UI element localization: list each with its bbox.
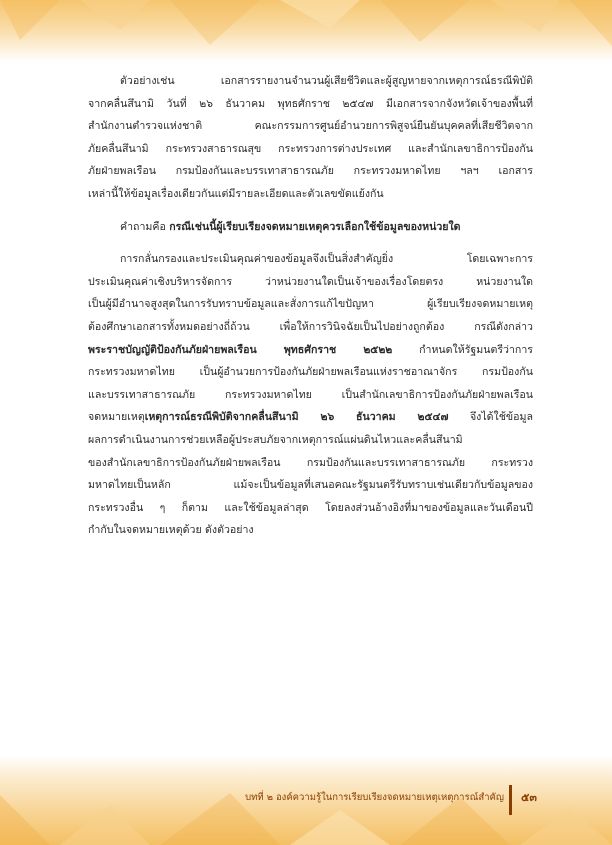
text-line: และบรรเทาสาธารณภัย กระทรวงมหาดไทย เป็นสำนักเลขาธิการป้องกันภัยฝ่ายพลเรือน: [88, 388, 533, 401]
text-run: จึงได้ใช้ข้อมูล: [448, 411, 533, 424]
text-line: เป็นผู้มีอำนาจสูงสุดในการรับทราบข้อมูลและสั่งการแก้ไขปัญหา ผู้เรียบเรียงจดหมายเหตุ: [88, 298, 533, 311]
question-bold: กรณีเช่นนี้ผู้เรียบเรียงจดหมายเหตุควรเลือกใช้ข้อมูลของหน่วยใด: [169, 220, 461, 233]
header-decoration: [0, 0, 612, 62]
paragraph-example: [88, 70, 533, 206]
text-line-mixed: [88, 339, 533, 362]
text-line: เหล่านี้ให้ข้อมูลเรื่องเดียวกันแต่มีรายละเอียดและตัวเลขขัดแย้งกัน: [88, 187, 384, 200]
text-line: กระทรวงอื่น ๆ ก็ตาม และใช้ข้อมูลล่าสุด โดยลงส่วนอ้างอิงที่มาของข้อมูลและวันเดือนปี: [88, 501, 533, 514]
paragraph-explanation: [88, 248, 533, 542]
event-name: เหตุการณ์ธรณีพิบัติจากคลื่นสึนามิ ๒๖ ธันวาคม ๒๕๔๗: [144, 411, 449, 424]
text-line: มหาดไทยเป็นหลัก แม้จะเป็นข้อมูลที่เสนอคณะรัฐมนตรีรับทราบเช่นเดียวกับข้อมูลของ: [88, 479, 533, 492]
page-number: ๕๓: [521, 791, 537, 804]
question-prefix: คำถามคือ: [120, 220, 170, 233]
text-line: สำนักงานตำรวจแห่งชาติ คณะกรรมการศูนย์อำนวยการพิสูจน์ยืนยันบุคคลที่เสียชีวิตจาก: [88, 120, 533, 133]
text-line-mixed: [88, 406, 533, 429]
text-line: ภัยฝ่ายพลเรือน กรมป้องกันและบรรเทาสาธารณภัย กระทรวงมหาดไทย ฯลฯ เอกสาร: [88, 165, 533, 178]
text-line: ภัยคลื่นสึนามิ กระทรวงสาธารณสุข กระทรวงการต่างประเทศ และสำนักเลขาธิการป้องกัน: [88, 142, 533, 155]
text-run: กำหนดให้รัฐมนตรีว่าการ: [392, 343, 533, 356]
text-line: การกลั่นกรองและประเมินคุณค่าของข้อมูลจึงเป็นสิ่งสำคัญยิ่ง โดยเฉพาะการ: [120, 253, 533, 266]
act-name: พระราชบัญญัติป้องกันภัยฝ่ายพลเรือน พุทธศักราช ๒๕๒๒: [88, 343, 393, 356]
text-line: กระทรวงมหาดไทย เป็นผู้อำนวยการป้องกันภัยฝ่ายพลเรือนแห่งราชอาณาจักร กรมป้องกัน: [88, 366, 533, 379]
chapter-title: บทที่ ๒ องค์ความรู้ในการเรียบเรียงจดหมายเหตุเหตุการณ์สำคัญ: [245, 792, 504, 803]
text-run: จดหมายเหตุ: [88, 411, 145, 424]
text-line: ประเมินคุณค่าเชิงบริหารจัดการ ว่าหน่วยงานใดเป็นเจ้าของเรื่องโดยตรง หน่วยงานใด: [88, 275, 533, 288]
question-line: [88, 216, 533, 239]
page-body: [88, 70, 533, 542]
text-line: ต้องศึกษาเอกสารทั้งหมดอย่างถี่ถ้วน เพื่อให้การวินิจฉัยเป็นไปอย่างถูกต้อง กรณีดังกล่าว: [88, 320, 533, 333]
text-line: ตัวอย่างเช่น เอกสารรายงานจำนวนผู้เสียชีวิตและผู้สูญหายจากเหตุการณ์ธรณีพิบัติ: [120, 75, 533, 87]
footer-divider: [509, 785, 512, 815]
text-line: ของสำนักเลขาธิการป้องกันภัยฝ่ายพลเรือน กรมป้องกันและบรรเทาสาธารณภัย กระทรวง: [88, 456, 533, 469]
header-pattern: [0, 0, 612, 62]
text-line: จากคลื่นสึนามิ วันที่ ๒๖ ธันวาคม พุทธศักราช ๒๕๔๗ มีเอกสารจากจังหวัดเจ้าของพื้นที่: [88, 97, 533, 110]
text-line: ผลการดำเนินงานการช่วยเหลือผู้ประสบภัยจากเหตุการณ์แผ่นดินไหวและคลื่นสึนามิ: [88, 433, 463, 446]
text-line: กำกับในจดหมายเหตุด้วย ดังตัวอย่าง: [88, 524, 254, 537]
